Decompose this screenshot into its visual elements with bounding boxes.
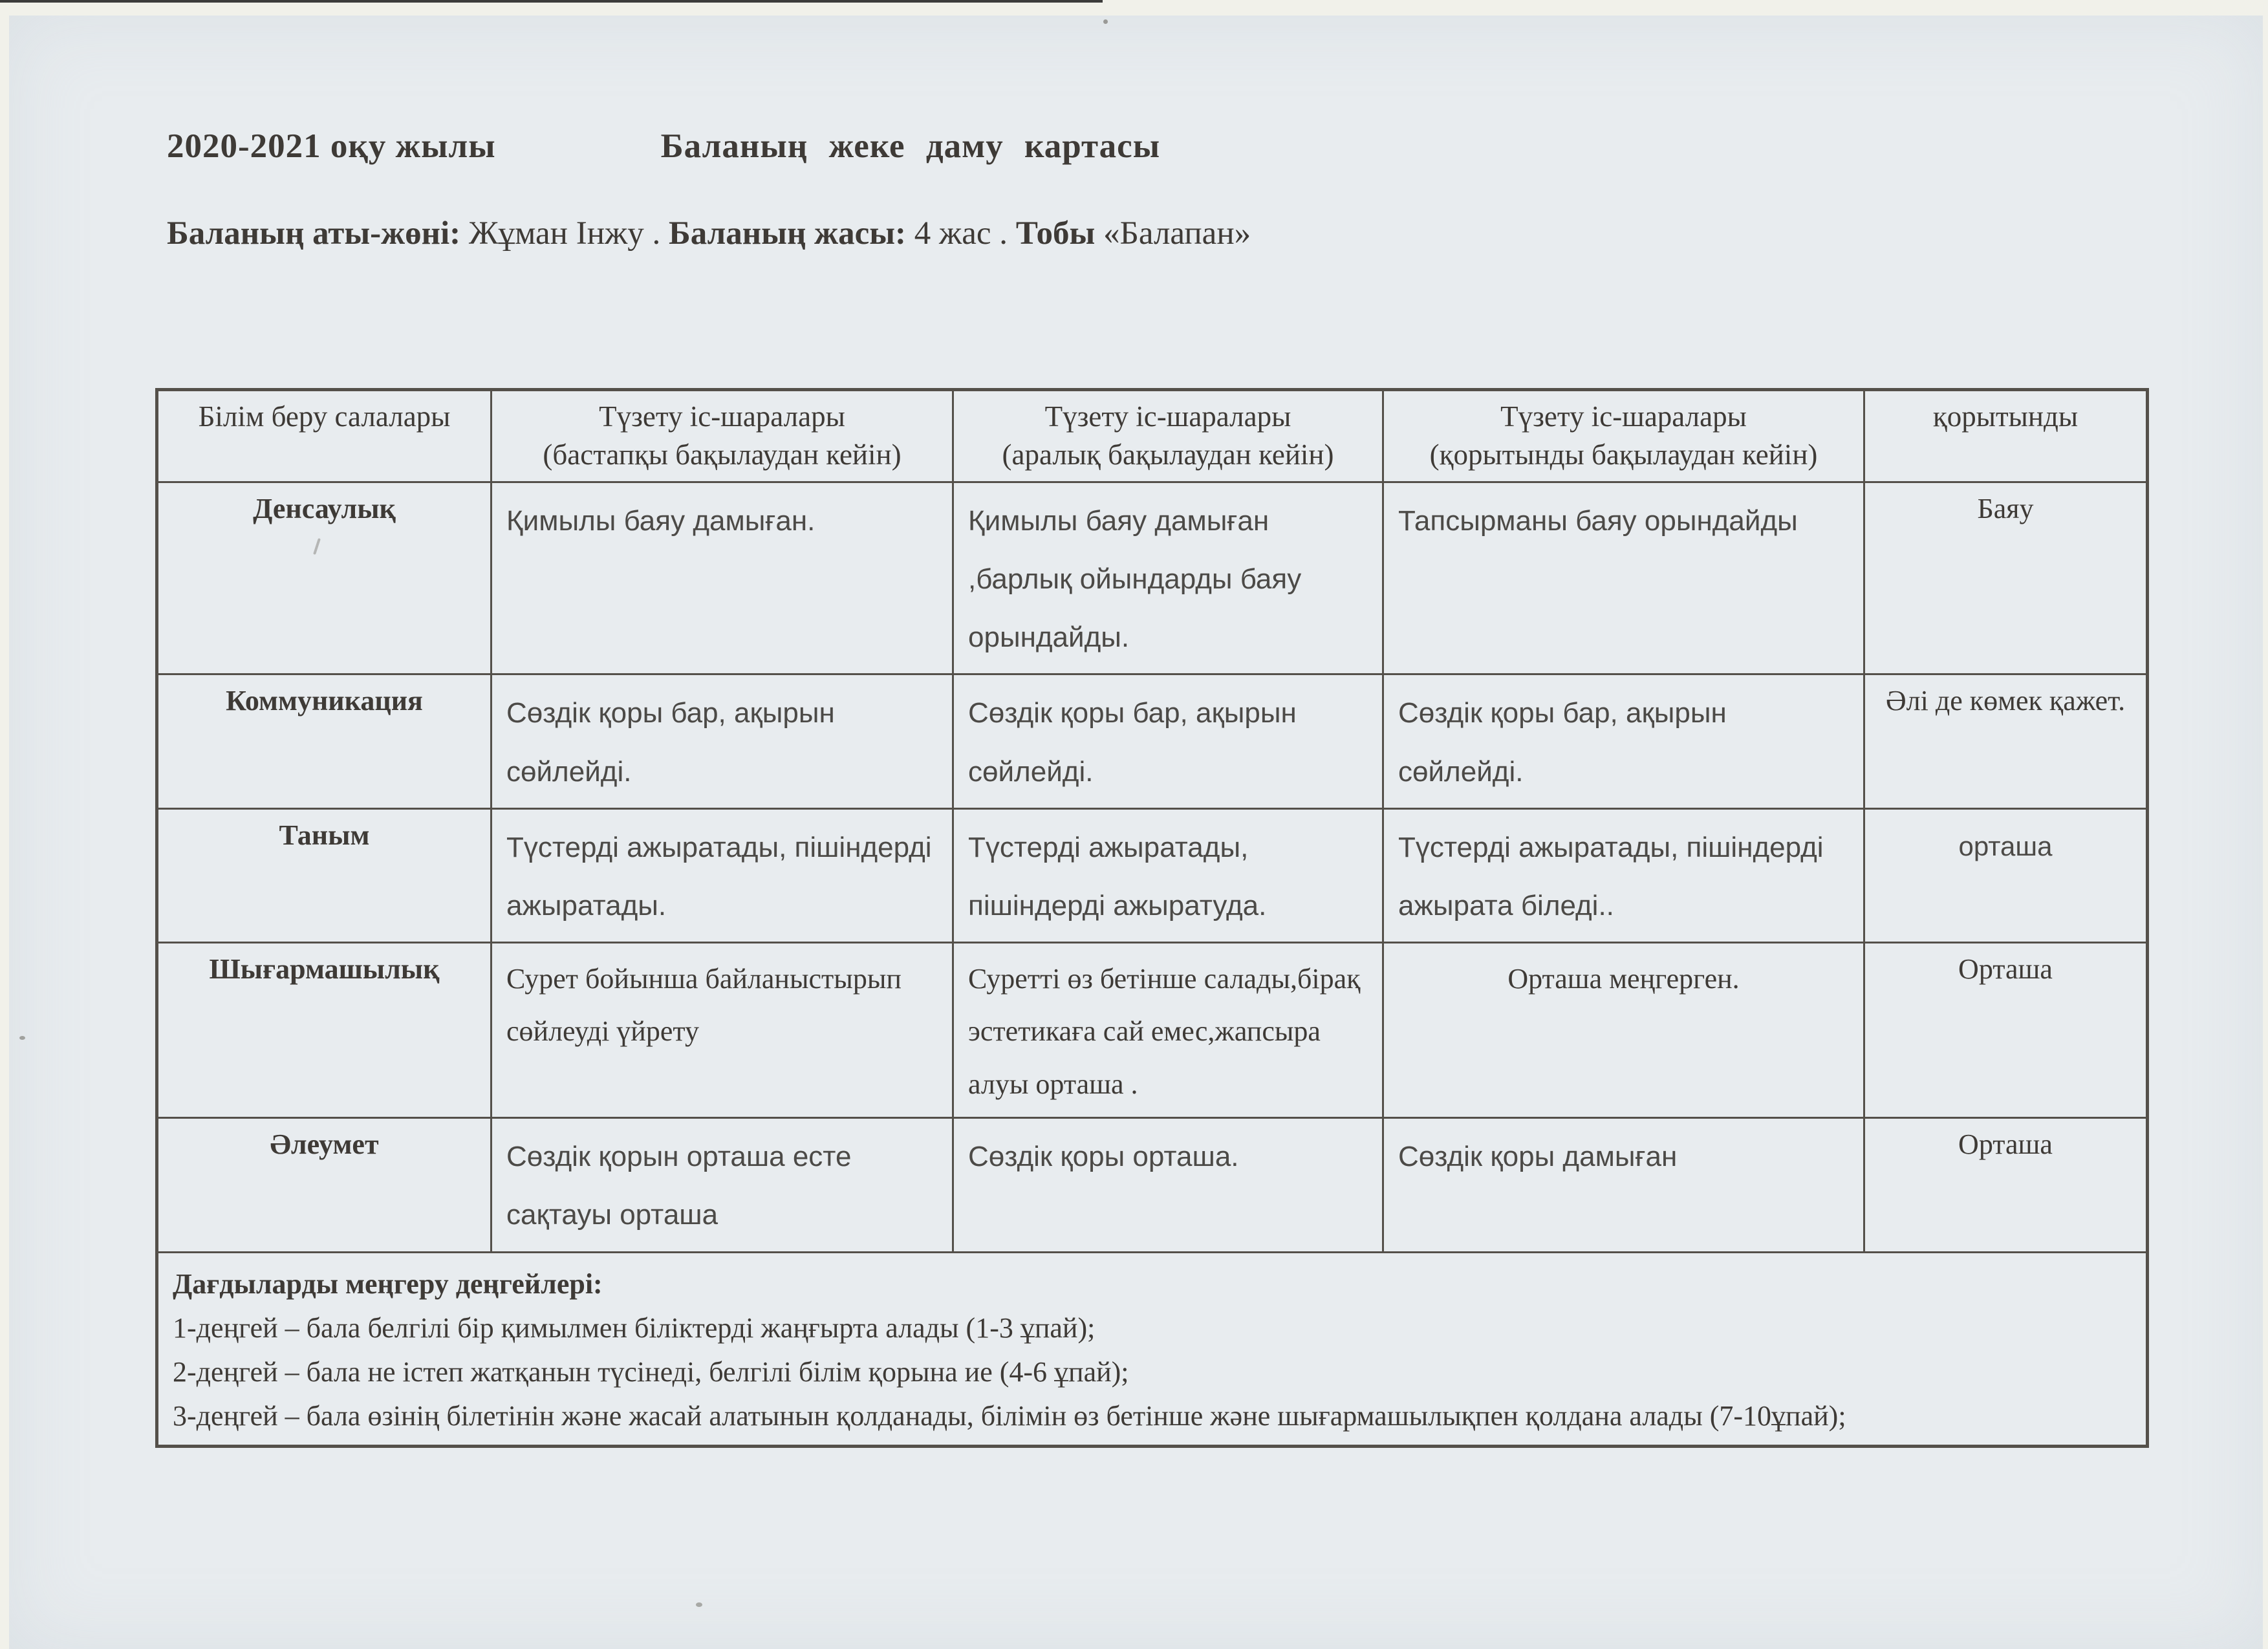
- area-label: Әлеумет: [157, 1118, 491, 1252]
- area-label: Денсаулық: [157, 482, 491, 674]
- initial-observation: Сөздік қоры бар, ақырын сөйлейді.: [491, 674, 953, 808]
- legend-row: [157, 1252, 2148, 1447]
- area-label: Шығармашылық: [157, 943, 491, 1118]
- result-value: орташа: [1864, 808, 2148, 942]
- col-header-initial: Түзету іс-шаралары (бастапқы бақылаудан кейін): [491, 390, 953, 482]
- table-row-communication: [157, 674, 2148, 808]
- initial-observation: Сурет бойынша байланыстырып сөйлеуді үйрету: [491, 943, 953, 1118]
- legend-line-2: 2-деңгей – бала не істеп жатқанын түсінеді, белгілі білім қорына ие (4-6 ұпай);: [173, 1356, 1129, 1388]
- col-header-final: Түзету іс-шаралары (қорытынды бақылаудан кейін): [1383, 390, 1864, 482]
- final-observation: Түстерді ажыратады, пішіндерді ажырата біледі..: [1383, 808, 1864, 942]
- school-year: 2020-2021 оқу жылы: [167, 127, 496, 165]
- legend-line-3: 3-деңгей – бала өзінің білетінін және жасай алатынын қолданады, білімін өз бетінше және шығармашылықпен қолдана алады (7-10ұпай);: [173, 1400, 1846, 1432]
- interim-observation: Түстерді ажыратады, пішіндерді ажыратуда.: [953, 808, 1383, 942]
- area-label: Таным: [157, 808, 491, 942]
- table-row-social: [157, 1118, 2148, 1252]
- interim-observation: Суретті өз бетінше салады,бірақ эстетикаға сай емес,жапсыра алуы орташа .: [953, 943, 1383, 1118]
- development-map-table: [155, 388, 2149, 1448]
- final-observation: Сөздік қоры бар, ақырын сөйлейді.: [1383, 674, 1864, 808]
- legend-title: Дағдыларды меңгеру деңгейлері:: [173, 1267, 603, 1300]
- child-age-label: Баланың жасы:: [669, 215, 907, 252]
- scan-edge-artifact: [0, 0, 1103, 3]
- document-header: [167, 127, 1160, 166]
- result-value: Баяу: [1864, 482, 2148, 674]
- scan-speck: [19, 1036, 25, 1040]
- legend-line-1: 1-деңгей – бала белгілі бір қимылмен біліктерді жаңғырта алады (1-3 ұпай);: [173, 1311, 1096, 1344]
- child-name-label: Баланың аты-жөні:: [167, 215, 461, 252]
- child-info-line: [167, 215, 1251, 252]
- final-observation: Орташа меңгерген.: [1383, 943, 1864, 1118]
- interim-observation: Қимылы баяу дамыған ,барлық ойындарды баяу орындайды.: [953, 482, 1383, 674]
- skill-levels-legend: [157, 1252, 2148, 1447]
- interim-observation: Сөздік қоры орташа.: [953, 1118, 1383, 1252]
- table-header-row: [157, 390, 2148, 482]
- area-label: Коммуникация: [157, 674, 491, 808]
- child-name: Жұман Інжу .: [460, 215, 669, 252]
- final-observation: Тапсырманы баяу орындайды: [1383, 482, 1864, 674]
- initial-observation: Қимылы баяу дамыған.: [491, 482, 953, 674]
- initial-observation: Сөздік қорын орташа есте сақтауы орташа: [491, 1118, 953, 1252]
- child-age: 4 жас .: [906, 215, 1016, 252]
- result-value: Орташа: [1864, 1118, 2148, 1252]
- table-row-cognition: [157, 808, 2148, 942]
- interim-observation: Сөздік қоры бар, ақырын сөйлейді.: [953, 674, 1383, 808]
- table-row-creativity: [157, 943, 2148, 1118]
- scan-speck: [696, 1602, 702, 1607]
- result-value: Орташа: [1864, 943, 2148, 1118]
- group-name: «Балапан»: [1095, 215, 1251, 252]
- scan-speck: [1103, 19, 1108, 24]
- result-value: Әлі де көмек қажет.: [1864, 674, 2148, 808]
- col-header-result: қорытынды: [1864, 390, 2148, 482]
- col-header-areas: Білім беру салалары: [157, 390, 491, 482]
- group-label: Тобы: [1015, 215, 1096, 252]
- page-title: Баланың жеке даму картасы: [660, 127, 1161, 165]
- col-header-interim: Түзету іс-шаралары (аралық бақылаудан кейін): [953, 390, 1383, 482]
- table-row-health: [157, 482, 2148, 674]
- final-observation: Сөздік қоры дамыған: [1383, 1118, 1864, 1252]
- initial-observation: Түстерді ажыратады, пішіндерді ажыратады.: [491, 808, 953, 942]
